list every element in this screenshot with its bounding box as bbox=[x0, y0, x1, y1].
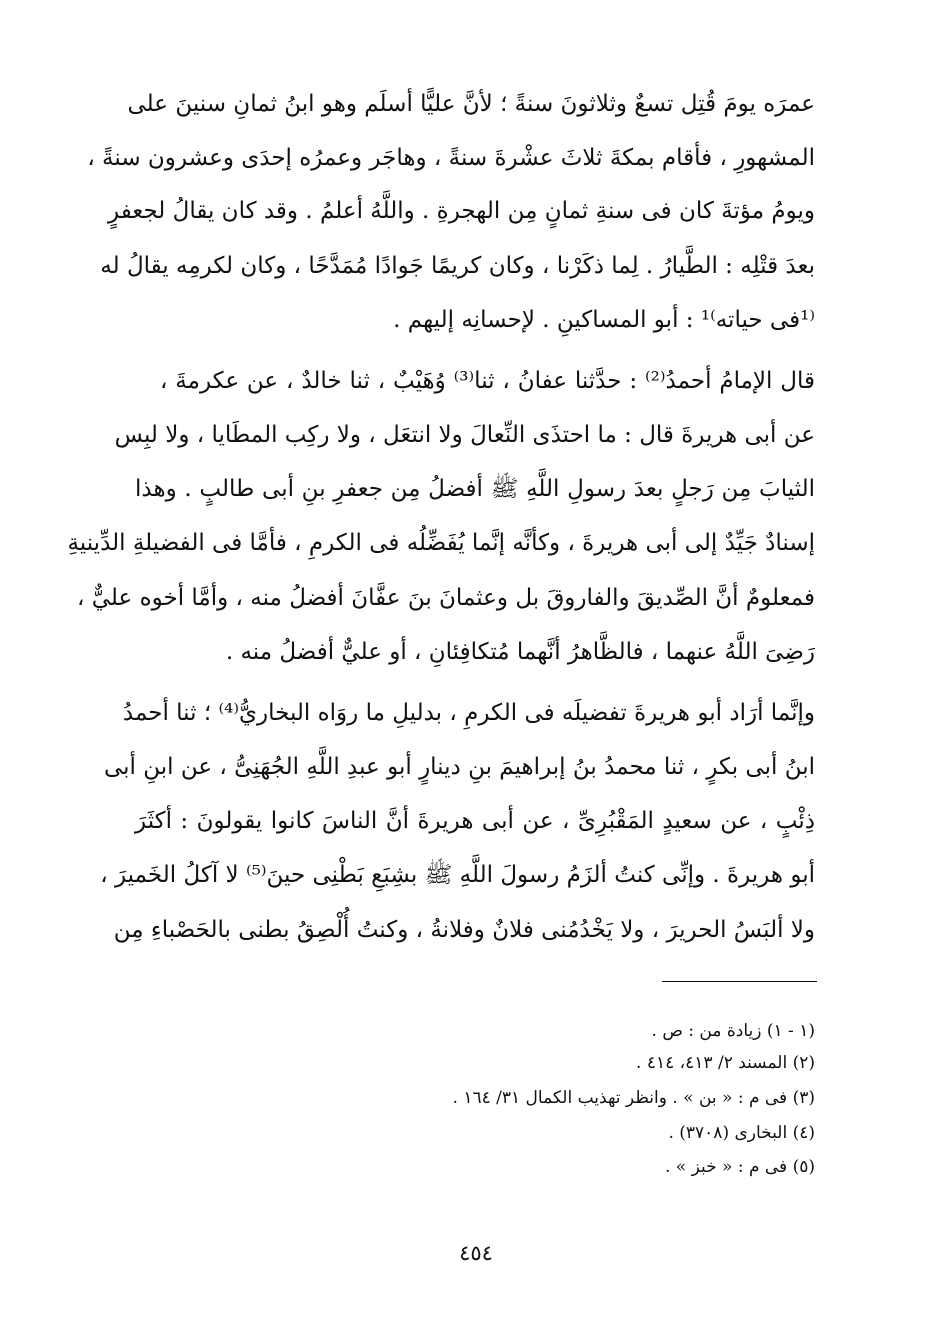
text-line: وإنَّما أرَاد أبو هريرةَ تفضيلَه فى الكرمِ ، بدليلِ ما روَاه البخاريُّ⁽⁴⁾ ؛ ثنا أحمدُ bbox=[122, 700, 815, 726]
text-line: ابنُ أبى بكرٍ ، ثنا محمدُ بنُ إبراهيمَ بنِ دينارٍ أبو عبدِ اللَّهِ الجُهَنِىُّ ، عن ابنِ أبى bbox=[103, 754, 815, 780]
text-line: ذِئْبٍ ، عن سعيدٍ المَقْبُرِىِّ ، عن أبى هريرةَ أنَّ الناسَ كانوا يقولونَ : أكثَرَ bbox=[135, 808, 815, 834]
footnote: (٣) فى م : « بن » . وانظر تهذيب الكمال ٣١/ ١٦٤ . bbox=[452, 1088, 815, 1108]
text-line: ⁽¹فى حياته⁾¹ : أبو المساكينِ . لإحسانِه إليهم . bbox=[393, 307, 815, 333]
text-line: رَضِىَ اللَّهُ عنهما ، فالظَّاهرُ أنَّهما مُتكافِئانِ ، أو عليٌّ أفضلُ منه . bbox=[225, 639, 815, 665]
text-line: قال الإمامُ أحمدُ⁽²⁾ : حدَّثنا عفانُ ، ثنا⁽³⁾ وُهَيْبٌ ، ثنا خالدٌ ، عن عكرمةَ ، bbox=[160, 368, 815, 394]
text-line: ويومُ مؤتةَ كان فى سنةِ ثمانٍ مِن الهجرةِ . واللَّهُ أعلمُ . وقد كان يقالُ لجعفرٍ bbox=[108, 198, 815, 224]
page-number: ٤٥٤ bbox=[459, 1241, 493, 1265]
text-line: إسنادٌ جَيِّدٌ إلى أبى هريرةَ ، وكأنَّه إنَّما يُفَضِّلُه فى الكرمِ ، فأمَّا فى الفضيلةِ الدِّينيةِ bbox=[67, 530, 815, 556]
footnote: (٤) البخارى (٣٧٠٨) . bbox=[668, 1123, 815, 1143]
text-line: بعدَ قتْلِه : الطَّيارُ . لِما ذكَرْنا ، وكان كريمًا جَوادًا مُمَدَّحًا ، وكان لكرمِه يقالُ له bbox=[100, 253, 815, 279]
footnote: (٢) المسند ٢/ ٤١٣، ٤١٤ . bbox=[636, 1053, 815, 1073]
text-line: أبو هريرةَ . وإنِّى كنتُ ألزَمُ رسولَ اللَّهِ ﷺ بشِبَعِ بَطْنِى حينَ⁽⁵⁾ لا آكلُ الخَميرَ ، bbox=[100, 862, 815, 888]
text-line: ولا ألبَسُ الحريرَ ، ولا يَخْدُمُنى فلانٌ وفلانةُ ، وكنتُ أُلْصِقُ بطنى بالحَصْباءِ مِن bbox=[113, 917, 815, 943]
text-line: المشهورِ ، فأقام بمكةَ ثلاثَ عشْرةَ سنةً ، وهاجَر وعمرُه إحدَى وعشرون سنةً ، bbox=[87, 145, 815, 171]
footnote: (١ - ١) زيادة من : ص . bbox=[651, 1021, 815, 1041]
footnote-separator bbox=[662, 981, 817, 982]
text-line: فمعلومٌ أنَّ الصِّديقَ والفاروقَ بل وعثمانَ بنَ عفَّانَ أفضلُ منه ، وأمَّا أخوه عليٌّ ، bbox=[77, 585, 815, 611]
footnote: (٥) فى م : « خبز » . bbox=[664, 1157, 815, 1177]
text-line: عمرَه يومَ قُتِل تسعٌ وثلاثونَ سنةً ؛ لأنَّ عليًّا أسلَم وهو ابنُ ثمانِ سنينَ على bbox=[127, 91, 815, 117]
text-line: الثيابَ مِن رَجلٍ بعدَ رسولِ اللَّهِ ﷺ أفضلُ مِن جعفرِ بنِ أبى طالبٍ . وهذا bbox=[135, 476, 815, 502]
text-line: عن أبى هريرةَ قال : ما احتذَى النِّعالَ ولا انتعَل ، ولا ركِب المطَايا ، ولا لبِس bbox=[114, 422, 815, 448]
